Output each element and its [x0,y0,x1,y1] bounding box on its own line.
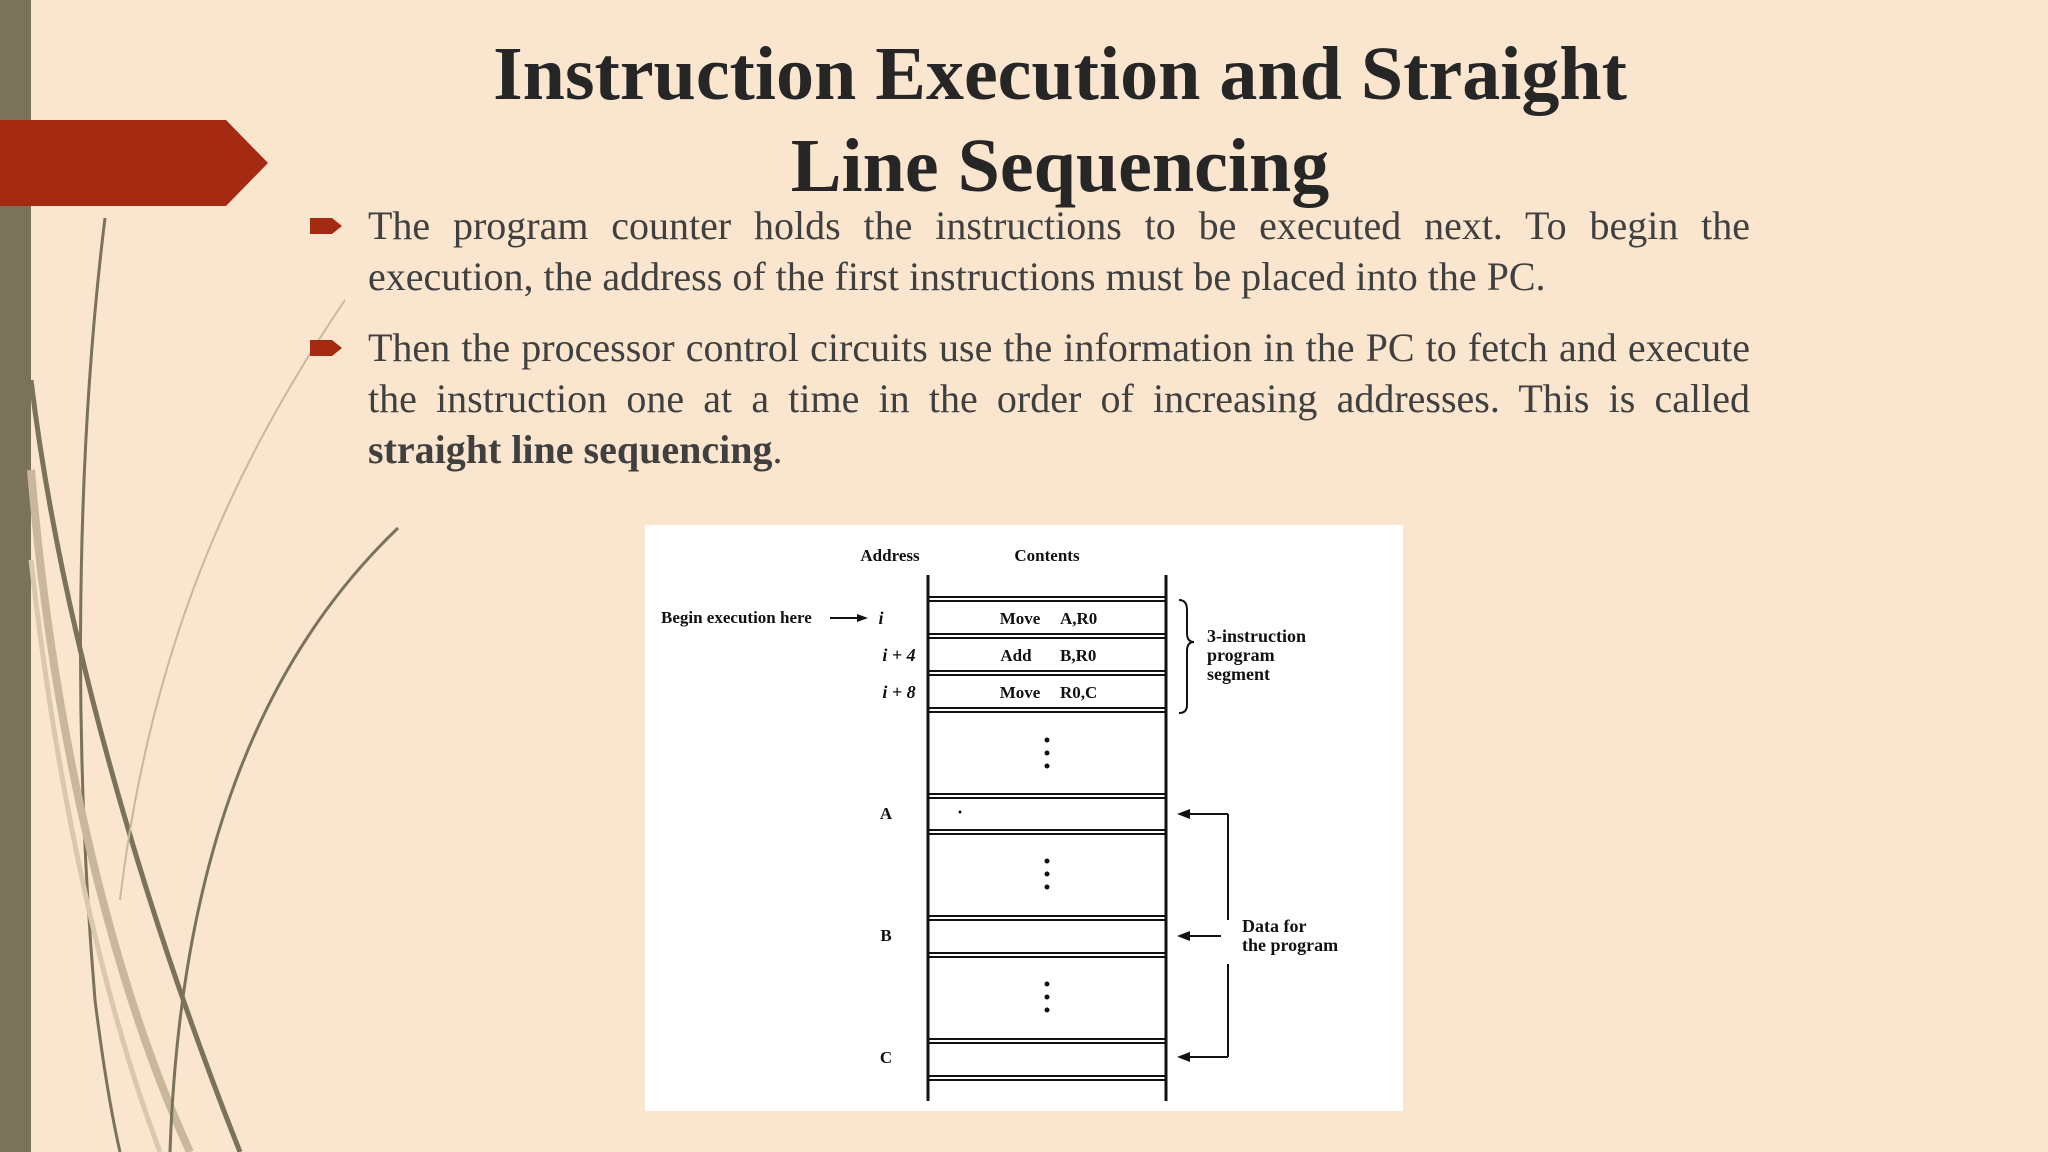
begin-arrow-head [857,614,868,622]
data-arrowheads [1177,809,1190,1062]
row2-operands: B,R0 [1060,646,1097,665]
arrow-bullet-icon [310,216,344,236]
data-label-2: the program [1242,935,1339,955]
row2-op: Add [1000,646,1032,665]
data-label-1: Data for [1242,916,1307,936]
address-i-plus-4: i + 4 [882,645,916,665]
address-c: C [879,1048,893,1067]
ellipsis-dots [959,738,1050,1013]
memory-layout-diagram [645,525,1403,1111]
row1-operands: A,R0 [1060,609,1098,628]
title-line-1: Instruction Execution and Straight [493,32,1627,116]
bullet-bold-term: straight line sequencing [368,427,773,472]
segment-label-3: segment [1207,664,1270,684]
arrow-bullet-icon [310,338,344,358]
row3-operands: R0,C [1060,683,1098,702]
row1-op: Move [999,609,1041,628]
address-header: Address [860,546,920,565]
begin-execution-label: Begin execution here [661,608,812,627]
segment-label-1: 3-instruction [1207,626,1306,646]
bullet-item-2 [310,322,1750,475]
bullet-text-2b: . [772,427,783,472]
contents-header: Contents [1014,546,1080,565]
bullet-text-2a: Then the processor control circuits use the information in the PC to fetch and execute the instruction one at a time in the order of increasing addresses. This is called [368,325,1750,421]
bullet-text-1: The program counter holds the instructions to be executed next. To begin the execution, the address of the first instructions must be placed into the PC. [368,203,1750,299]
address-i-plus-8: i + 8 [882,682,916,702]
bullet-item-1 [310,200,1750,302]
segment-brace [1179,600,1194,713]
address-b: B [880,926,892,945]
bullet-list [310,200,1750,495]
row3-op: Move [999,683,1041,702]
segment-label-2: program [1207,645,1275,665]
title-arrow-banner [0,120,270,206]
address-i: i [878,608,884,628]
slide-title [300,28,1820,212]
address-a: A [879,804,893,823]
title-line-2: Line Sequencing [790,124,1330,208]
